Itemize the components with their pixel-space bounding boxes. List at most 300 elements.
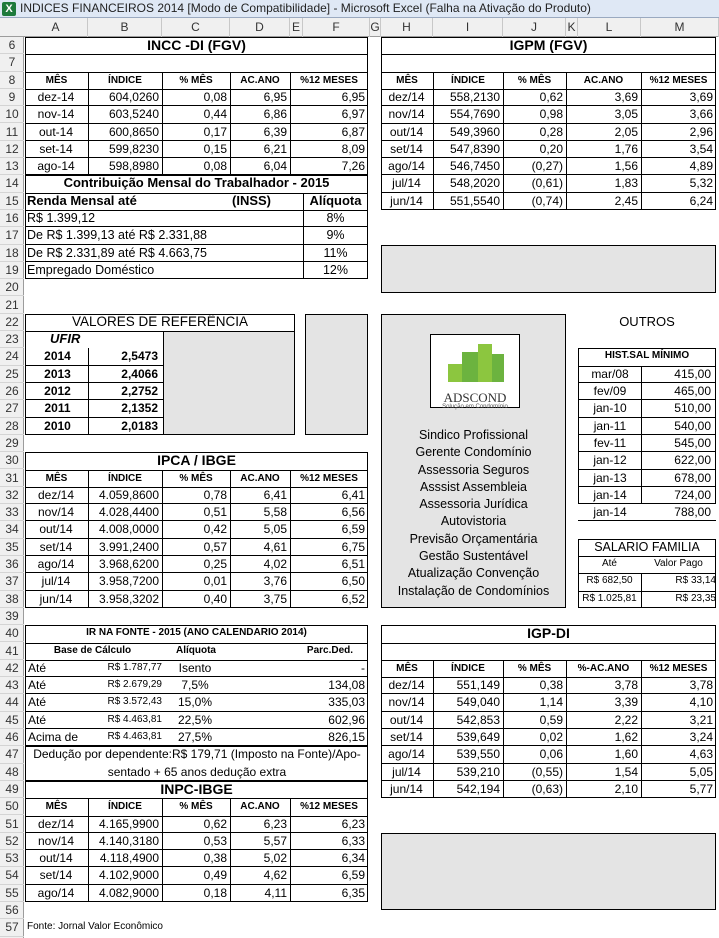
row-header-16[interactable]: 16 xyxy=(0,210,24,227)
row-header-17[interactable]: 17 xyxy=(0,227,24,244)
igpdi-cell: 1,60 xyxy=(614,747,638,762)
ipca-cell: 0,57 xyxy=(203,539,227,554)
igpm-cell: (0,74) xyxy=(531,193,563,208)
igpm-cell: 549,3960 xyxy=(449,124,500,139)
igpdi-cell: (0,55) xyxy=(531,764,563,779)
inpc-cell: 6,23 xyxy=(263,816,287,831)
service-item: Asssist Assembleia xyxy=(420,479,527,494)
inpc-title: INPC-IBGE xyxy=(160,780,233,797)
igpdi-header-pmes: % MÊS xyxy=(517,662,552,674)
column-header-m[interactable]: M xyxy=(641,18,719,37)
logo-building-shape xyxy=(492,354,504,382)
salario-minimo-value: 510,00 xyxy=(674,401,711,416)
igpdi-cell: 1,14 xyxy=(539,695,563,710)
ipca-cell: 3.958,3202 xyxy=(98,591,159,606)
igpm-cell: 2,05 xyxy=(614,124,638,139)
ipca-cell: 4.008,0000 xyxy=(98,522,159,537)
service-item: Previsão Orçamentária xyxy=(409,531,538,546)
igpdi-cell: nov/14 xyxy=(388,695,425,710)
ref-value: 2,2752 xyxy=(121,384,158,398)
inss-rate: 11% xyxy=(323,245,348,260)
row-header-29[interactable]: 29 xyxy=(0,435,24,452)
ref-year: 2012 xyxy=(44,384,71,398)
column-header-a[interactable]: A xyxy=(24,18,88,37)
ir-rate: 7,5% xyxy=(181,678,209,693)
inpc-cell: 0,62 xyxy=(203,816,227,831)
incc-cell: out-14 xyxy=(38,124,74,139)
ipca-cell: 5,05 xyxy=(263,522,287,537)
row-header-8[interactable]: 8 xyxy=(0,72,24,89)
row-header-35[interactable]: 35 xyxy=(0,539,24,556)
row-header-51[interactable]: 51 xyxy=(0,816,24,833)
igpm-cell: ago/14 xyxy=(388,159,425,174)
igpm-cell: set/14 xyxy=(390,141,423,156)
igpdi-cell: 0,06 xyxy=(539,747,563,762)
ir-base: R$ 4.463,81 xyxy=(107,713,162,725)
row-header-19[interactable]: 19 xyxy=(0,262,24,279)
igpm-cell: 3,66 xyxy=(689,107,713,122)
inpc-cell: 0,49 xyxy=(203,868,227,883)
ipca-header-indice: ÍNDICE xyxy=(108,472,142,484)
incc-cell: 8,09 xyxy=(341,141,365,156)
igpdi-cell: 3,78 xyxy=(614,678,638,693)
salario-minimo-date: jan-10 xyxy=(593,401,627,416)
ipca-col-divider xyxy=(230,470,231,608)
row-header-43[interactable]: 43 xyxy=(0,677,24,694)
igpm-cell: 558,2130 xyxy=(449,89,500,104)
igpdi-cell: set/14 xyxy=(390,730,423,744)
incc-cell: 6,21 xyxy=(263,141,287,156)
incc-cell: 0,17 xyxy=(203,124,227,139)
igpdi-cell: 542,853 xyxy=(456,712,500,727)
salario-familia-col-ate: Até xyxy=(601,558,617,569)
igpdi-cell: 539,210 xyxy=(456,764,500,779)
salario-minimo-value: 724,00 xyxy=(674,487,711,502)
inpc-cell: out/14 xyxy=(39,851,73,866)
row-header-20[interactable]: 20 xyxy=(0,279,24,296)
ir-label: Até xyxy=(28,678,47,693)
incc-cell: dez-14 xyxy=(37,89,75,104)
row-header-54[interactable]: 54 xyxy=(0,867,24,884)
row-header-55[interactable]: 55 xyxy=(0,885,24,902)
igpm-cell: 6,24 xyxy=(689,193,713,208)
igpm-cell: out/14 xyxy=(389,124,424,139)
ref-divider xyxy=(88,348,89,435)
ir-rate: 27,5% xyxy=(177,730,213,744)
igpm-header-pmes: % MÊS xyxy=(517,74,552,86)
ref-value: 2,0183 xyxy=(121,418,158,433)
inss-range: Empregado Doméstico xyxy=(27,262,155,277)
inpc-cell: 4.165,9900 xyxy=(98,816,159,831)
incc-header-pmes: % MÊS xyxy=(179,74,213,86)
logo-tagline: Solução em Condomínio xyxy=(442,404,508,411)
ir-deduction: 134,08 xyxy=(328,678,365,693)
source-note: Fonte: Jornal Valor Econômico xyxy=(27,921,163,933)
igpdi-cell: jul/14 xyxy=(392,764,421,779)
incc-cell: 6,97 xyxy=(341,107,365,122)
igpdi-cell: 3,21 xyxy=(689,712,713,727)
logo-building-shape xyxy=(448,364,462,382)
inss-rate: 12% xyxy=(322,262,349,277)
igpm-cell: 3,54 xyxy=(689,141,713,156)
ref-side-gray xyxy=(305,314,368,435)
ir-label: Acima de xyxy=(28,730,79,744)
ipca-header-pmes: % MÊS xyxy=(179,472,213,484)
row-header-41[interactable]: 41 xyxy=(0,643,24,660)
row-header-15[interactable]: 15 xyxy=(0,193,24,210)
row-header-21[interactable]: 21 xyxy=(0,297,24,314)
ipca-cell: 3.991,2400 xyxy=(98,539,159,554)
igpdi-cell: 3,39 xyxy=(614,695,638,710)
ir-label: Até xyxy=(28,695,47,710)
row-header-50[interactable]: 50 xyxy=(0,798,24,815)
salario-minimo-date: jan-12 xyxy=(593,453,627,468)
row-header-12[interactable]: 12 xyxy=(0,141,24,158)
column-header-i[interactable]: I xyxy=(433,18,503,37)
igpdi-cell: 0,59 xyxy=(539,712,563,727)
salario-minimo-value: 622,00 xyxy=(674,453,711,468)
igpdi-cell: 0,02 xyxy=(539,730,563,744)
incc-cell: 6,95 xyxy=(341,89,365,104)
row-header-48[interactable]: 48 xyxy=(0,764,24,781)
igpdi-cell: 1,54 xyxy=(614,764,638,779)
ipca-cell: 6,41 xyxy=(341,487,365,502)
salario-familia-valor: R$ 33,14 xyxy=(675,575,716,587)
inpc-cell: 0,53 xyxy=(203,833,227,848)
ipca-cell: 3.968,6200 xyxy=(98,557,159,571)
igpm-cell: jul/14 xyxy=(392,176,421,191)
ipca-cell: 0,42 xyxy=(203,522,227,537)
salario-minimo-date: jan-13 xyxy=(593,470,627,485)
igpdi-cell: 2,10 xyxy=(614,781,638,796)
igpm-cell: 0,28 xyxy=(539,124,563,139)
ipca-cell: 6,75 xyxy=(341,539,365,554)
igpm-cell: 551,5540 xyxy=(449,193,500,208)
inpc-header-acano: AC.ANO xyxy=(240,801,280,813)
row-header-46[interactable]: 46 xyxy=(0,729,24,746)
igpdi-cell: jun/14 xyxy=(390,781,423,796)
row-header-24[interactable]: 24 xyxy=(0,348,24,365)
row-header-7[interactable]: 7 xyxy=(0,54,24,71)
ir-rate: 22,5% xyxy=(177,712,213,727)
row-header-27[interactable]: 27 xyxy=(0,400,24,417)
service-item: Atualização Convenção xyxy=(407,566,540,581)
column-header-j[interactable]: J xyxy=(503,18,566,37)
incc-cell: 6,04 xyxy=(263,159,287,174)
igpm-cell: 0,98 xyxy=(539,107,563,122)
column-header-f[interactable]: F xyxy=(303,18,370,37)
ir-rate: 15,0% xyxy=(177,695,213,710)
salario-familia-ate: R$ 1.025,81 xyxy=(582,592,637,604)
ir-deduction: 602,96 xyxy=(328,712,365,727)
inss-rate: 8% xyxy=(326,211,345,225)
row-header-11[interactable]: 11 xyxy=(0,124,24,141)
ipca-header-p12: %12 MESES xyxy=(300,472,358,484)
column-header-k[interactable]: K xyxy=(566,18,578,37)
incc-cell: 0,44 xyxy=(203,107,227,122)
inss-rate: 9% xyxy=(326,228,345,243)
igpdi-cell: 4,63 xyxy=(689,747,713,762)
igpm-cell: 3,69 xyxy=(614,89,638,104)
ipca-cell: 4.059,8600 xyxy=(98,487,159,502)
igpdi-cell: 539,550 xyxy=(456,747,500,762)
igpdi-cell: 542,194 xyxy=(456,781,500,796)
inss-col-inss: (INSS) xyxy=(232,192,271,208)
ir-deduction: 826,15 xyxy=(328,730,365,744)
incc-title-underline xyxy=(25,54,368,55)
incc-cell: 0,15 xyxy=(203,141,227,156)
row-header-18[interactable]: 18 xyxy=(0,245,24,262)
incc-cell: 6,86 xyxy=(263,107,287,122)
incc-cell: 603,5240 xyxy=(108,107,159,122)
ipca-cell: jul/14 xyxy=(41,574,71,589)
ir-rate: Isento xyxy=(178,660,212,675)
row-header-9[interactable]: 9 xyxy=(0,89,24,106)
row-headers xyxy=(0,37,24,938)
column-header-c[interactable]: C xyxy=(162,18,230,37)
ipca-cell: 0,25 xyxy=(203,557,227,571)
row-header-31[interactable]: 31 xyxy=(0,470,24,487)
row-header-42[interactable]: 42 xyxy=(0,660,24,677)
incc-title: INCC -DI (FGV) xyxy=(147,37,246,53)
igpm-title-underline xyxy=(381,54,716,55)
row-header-57[interactable]: 57 xyxy=(0,919,24,936)
ipca-cell: 3.958,7200 xyxy=(98,574,159,589)
incc-cell: set-14 xyxy=(39,141,73,156)
salario-minimo-value: 788,00 xyxy=(674,505,711,520)
inpc-cell: 0,38 xyxy=(203,851,227,866)
service-item: Assessoria Seguros xyxy=(417,462,530,477)
igpdi-cell: ago/14 xyxy=(388,747,425,762)
column-header-l[interactable]: L xyxy=(578,18,641,37)
inpc-header-p12: %12 MESES xyxy=(300,801,358,813)
row-header-14[interactable]: 14 xyxy=(0,175,24,192)
row-header-49[interactable]: 49 xyxy=(0,781,24,798)
inpc-cell: 4.102,9000 xyxy=(98,868,159,883)
column-header-h[interactable]: H xyxy=(381,18,433,37)
row-header-45[interactable]: 45 xyxy=(0,712,24,729)
igpm-header-acano: AC.ANO xyxy=(583,74,624,86)
salario-minimo-value: 465,00 xyxy=(674,384,711,398)
row-header-28[interactable]: 28 xyxy=(0,418,24,435)
row-header-52[interactable]: 52 xyxy=(0,833,24,850)
salario-familia-ate: R$ 682,50 xyxy=(586,575,633,587)
inpc-cell: 5,57 xyxy=(263,833,287,848)
incc-header-indice: ÍNDICE xyxy=(108,74,142,86)
row-header-32[interactable]: 32 xyxy=(0,487,24,504)
ipca-cell: 4,02 xyxy=(263,557,287,571)
igpm-cell: (0,61) xyxy=(531,176,563,191)
row-header-56[interactable]: 56 xyxy=(0,902,24,919)
ipca-cell: 3,76 xyxy=(263,574,287,589)
row-header-33[interactable]: 33 xyxy=(0,504,24,521)
ipca-col-divider xyxy=(162,470,163,608)
incc-cell: 6,95 xyxy=(263,89,287,104)
ipca-cell: 4.028,4400 xyxy=(98,505,159,520)
ref-ufir: UFIR xyxy=(50,331,81,347)
salario-minimo-date: jan-11 xyxy=(593,418,627,433)
inpc-cell: 4,11 xyxy=(264,885,287,900)
ir-label: Até xyxy=(28,660,47,675)
incc-cell: 598,8980 xyxy=(108,159,159,174)
ir-base: R$ 2.679,29 xyxy=(107,679,162,691)
incc-header-mes: MÊS xyxy=(45,74,68,86)
incc-cell: 600,8650 xyxy=(108,124,159,139)
igpdi-cell: 549,040 xyxy=(456,695,500,710)
ipca-cell: 0,51 xyxy=(203,505,227,520)
ipca-cell: 0,01 xyxy=(203,574,227,589)
igpdi-header-p12: %12 MESES xyxy=(649,662,708,674)
igpdi-cell: 3,24 xyxy=(689,730,713,744)
igpm-cell: 0,20 xyxy=(539,141,563,156)
service-item: Autovistoria xyxy=(440,514,507,529)
inpc-cell: 4.082,9000 xyxy=(98,885,159,900)
ipca-cell: 0,78 xyxy=(203,487,227,502)
ir-note-1: Dedução por dependente:R$ 179,71 (Imposto na Fonte)/Apo- xyxy=(33,747,361,762)
salario-minimo-date: fev-11 xyxy=(593,435,627,450)
inpc-cell: set/14 xyxy=(39,868,73,883)
ref-gray-panel xyxy=(163,331,295,435)
ir-base: R$ 1.787,77 xyxy=(107,661,162,673)
igpm-cell: 4,89 xyxy=(689,159,713,174)
title-bar xyxy=(0,0,719,18)
inpc-cell: ago/14 xyxy=(37,885,75,900)
igpm-cell: 1,76 xyxy=(614,141,638,156)
igpdi-cell: 5,05 xyxy=(689,764,713,779)
ipca-cell: 0,40 xyxy=(203,591,227,606)
row-header-25[interactable]: 25 xyxy=(0,366,24,383)
igpdi-cell: dez/14 xyxy=(388,678,425,693)
igpdi-header-mes: MÊS xyxy=(396,662,418,674)
column-header-g[interactable]: G xyxy=(370,18,381,37)
igpdi-cell: 0,38 xyxy=(539,678,563,693)
igpdi-cell: 2,22 xyxy=(614,712,638,727)
igpm-gray-panel xyxy=(381,245,716,294)
incc-cell: 0,08 xyxy=(203,89,227,104)
ref-title: VALORES DE REFERÊNCIA xyxy=(71,313,249,329)
row-header-13[interactable]: 13 xyxy=(0,158,24,175)
row-header-53[interactable]: 53 xyxy=(0,850,24,867)
incc-cell: 599,8230 xyxy=(108,141,159,156)
salario-minimo-header: HIST.SAL MÍNIMO xyxy=(604,350,690,362)
row-header-36[interactable]: 36 xyxy=(0,556,24,573)
inpc-cell: nov/14 xyxy=(37,833,75,848)
ipca-header-mes: MÊS xyxy=(45,472,68,484)
inpc-cell: 6,34 xyxy=(341,851,365,866)
row-header-39[interactable]: 39 xyxy=(0,608,24,625)
service-item: Instalação de Condomínios xyxy=(397,583,550,598)
ipca-title: IPCA / IBGE xyxy=(157,452,236,469)
row-header-30[interactable]: 30 xyxy=(0,452,24,469)
incc-cell: 6,87 xyxy=(341,124,365,139)
inss-col-aliquota: Alíquota xyxy=(309,192,362,208)
inpc-cell: 6,33 xyxy=(341,833,365,848)
igpm-cell: jun/14 xyxy=(390,193,423,208)
igpm-cell: dez/14 xyxy=(388,89,425,104)
row-header-38[interactable]: 38 xyxy=(0,591,24,608)
ipca-cell: 6,41 xyxy=(263,487,287,502)
row-header-37[interactable]: 37 xyxy=(0,573,24,590)
igpm-header-indice: ÍNDICE xyxy=(451,74,485,86)
inpc-header-indice: ÍNDICE xyxy=(108,801,142,813)
inpc-cell: 0,18 xyxy=(203,885,227,900)
ipca-header-acano: AC.ANO xyxy=(240,472,280,484)
logo-building-shape xyxy=(478,344,492,382)
igpm-cell: 2,96 xyxy=(689,124,713,139)
excel-app-icon[interactable]: X xyxy=(2,2,16,16)
ir-deduction: 335,03 xyxy=(328,695,365,710)
ipca-col-divider xyxy=(88,470,89,608)
outros-title: OUTROS xyxy=(619,313,675,329)
incc-cell: 604,0260 xyxy=(108,89,159,104)
row-header-26[interactable]: 26 xyxy=(0,383,24,400)
ref-year: 2011 xyxy=(44,401,71,416)
worksheet-grid[interactable] xyxy=(24,37,719,938)
igpm-cell: 554,7690 xyxy=(449,107,500,122)
row-header-23[interactable]: 23 xyxy=(0,331,24,348)
incc-cell: nov-14 xyxy=(37,107,75,122)
row-header-10[interactable]: 10 xyxy=(0,106,24,123)
ipca-cell: 3,75 xyxy=(263,591,287,606)
inss-col-renda: Renda Mensal até xyxy=(27,192,137,208)
igpdi-cell: out/14 xyxy=(389,712,424,727)
row-header-40[interactable]: 40 xyxy=(0,625,24,642)
ipca-cell: nov/14 xyxy=(37,505,75,520)
row-header-47[interactable]: 47 xyxy=(0,746,24,763)
service-item: Sindico Profissional xyxy=(418,427,529,442)
incc-header-p12: %12 MESES xyxy=(300,74,358,86)
igpdi-gray-panel xyxy=(381,833,716,910)
salario-familia-valor: R$ 23,35 xyxy=(675,592,716,604)
inss-title: Contribuição Mensal do Trabalhador - 2015 xyxy=(63,175,330,191)
row-header-34[interactable]: 34 xyxy=(0,521,24,538)
salario-minimo-value: 540,00 xyxy=(674,418,711,433)
salario-minimo-value: 415,00 xyxy=(674,366,711,381)
row-header-6[interactable]: 6 xyxy=(0,37,24,54)
igpm-cell: 3,69 xyxy=(689,89,713,104)
incc-cell: 0,08 xyxy=(203,159,227,174)
row-header-22[interactable]: 22 xyxy=(0,314,24,331)
ipca-cell: 6,56 xyxy=(341,505,365,520)
inpc-cell: dez/14 xyxy=(37,816,75,831)
ipca-cell: 6,50 xyxy=(341,574,365,589)
incc-cell: 7,26 xyxy=(341,159,365,174)
ir-note-2: sentado + 65 anos dedução extra xyxy=(107,764,287,779)
inpc-cell: 6,59 xyxy=(341,868,365,883)
ref-value: 2,5473 xyxy=(121,349,158,364)
ipca-cell: set/14 xyxy=(39,539,73,554)
igpm-cell: 1,83 xyxy=(614,176,638,191)
row-header-44[interactable]: 44 xyxy=(0,694,24,711)
ir-label: Até xyxy=(28,712,47,727)
igpm-header-p12: %12 MESES xyxy=(649,74,708,86)
ir-col-parcded: Parc.Ded. xyxy=(306,644,354,656)
igpdi-cell: 1,62 xyxy=(614,730,638,744)
inss-range: R$ 1.399,12 xyxy=(27,211,96,225)
igpm-cell: 548,2020 xyxy=(449,176,500,191)
igpm-cell: 547,8390 xyxy=(449,141,500,156)
salario-minimo-date: jan-14 xyxy=(593,487,627,502)
column-header-e[interactable]: E xyxy=(290,18,303,37)
igpm-cell: nov/14 xyxy=(388,107,425,122)
incc-cell: ago-14 xyxy=(37,159,75,174)
ref-year: 2013 xyxy=(44,366,71,381)
column-header-b[interactable]: B xyxy=(88,18,162,37)
column-header-d[interactable]: D xyxy=(230,18,290,37)
logo-building-shape xyxy=(462,352,478,382)
inpc-cell: 4.140,3180 xyxy=(98,833,159,848)
inpc-header-pmes: % MÊS xyxy=(179,801,213,813)
